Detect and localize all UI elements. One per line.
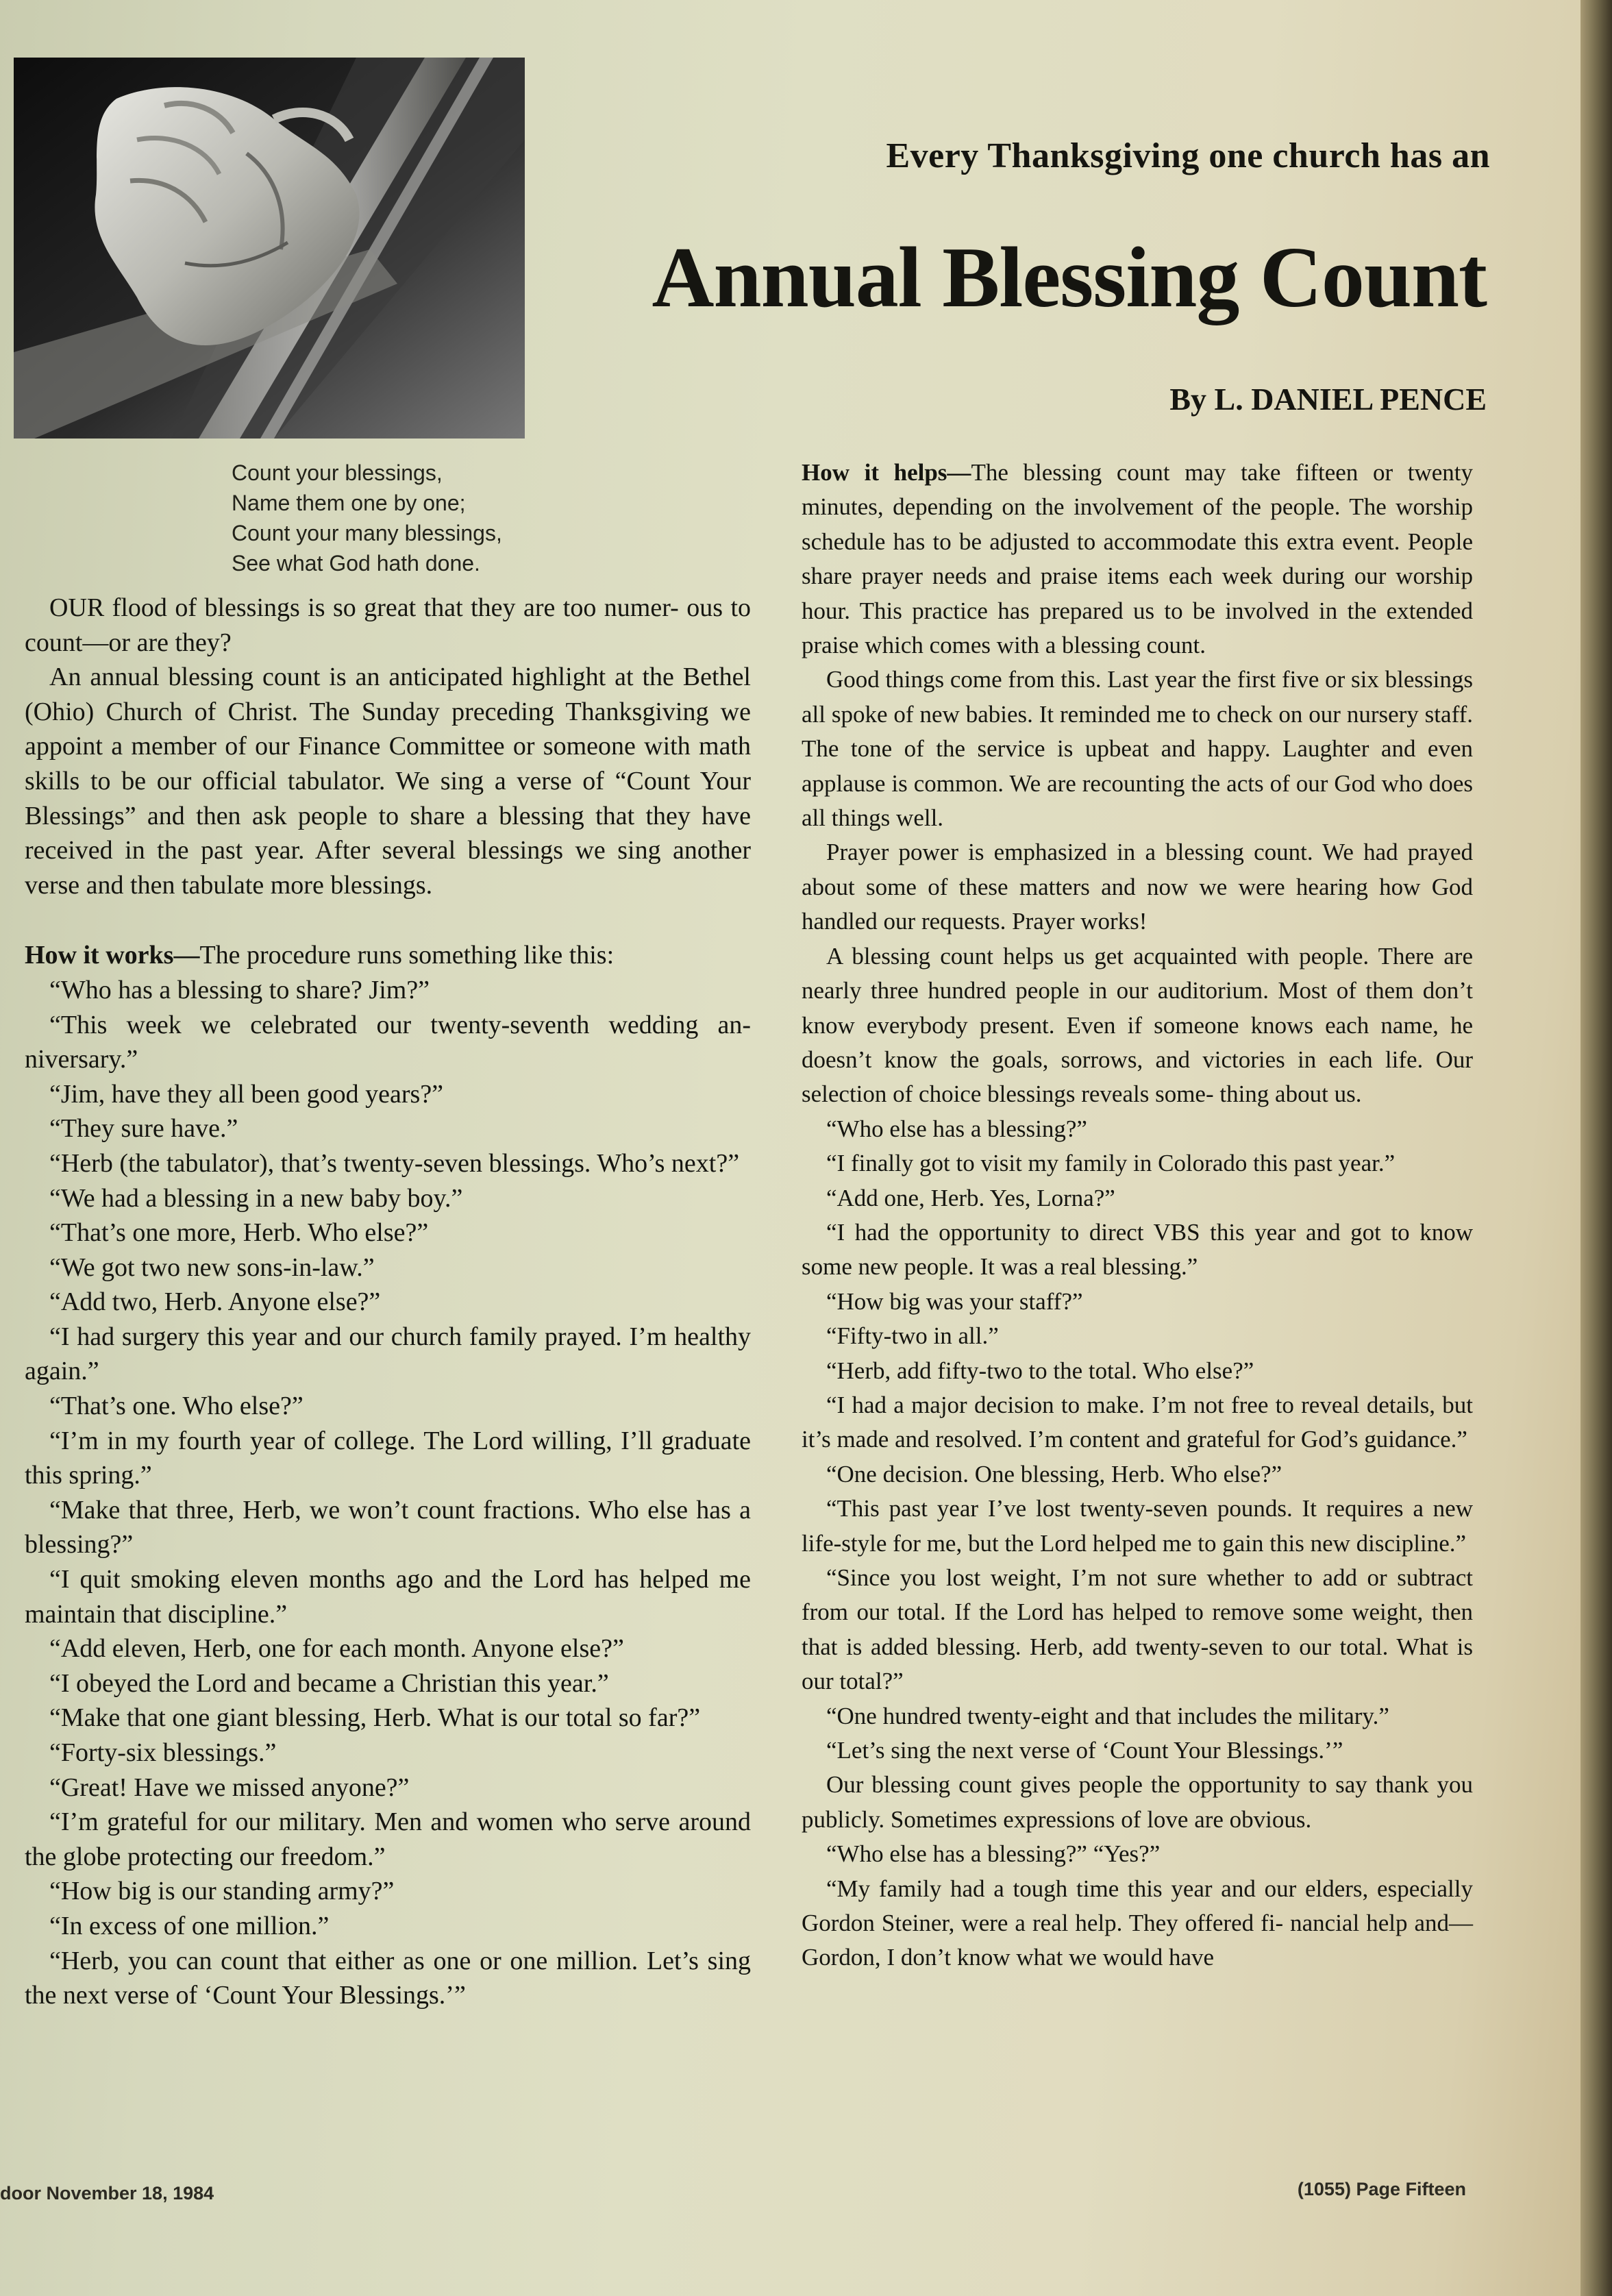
dialogue-line: “I quit smoking eleven months ago and the Lord has helped me maintain that discipline.” <box>25 1565 751 1629</box>
body-paragraph: OUR flood of blessings is so great that they are too numer- ous to count—or are they? <box>25 593 751 657</box>
dialogue-line: “I had surgery this year and our church family prayed. I’m healthy again.” <box>25 1322 751 1386</box>
dialogue-line: “Add one, Herb. Yes, Lorna?” <box>826 1184 1115 1211</box>
footer-page-number: (1055) Page Fifteen <box>1297 2179 1466 2199</box>
dialogue-line: “Make that one giant blessing, Herb. What is our total so far?” <box>49 1703 701 1733</box>
left-column <box>25 591 751 2013</box>
dialogue-line: “Who else has a blessing?” <box>826 1115 1087 1142</box>
subhead-paragraph <box>802 456 1473 663</box>
dialogue-line: “Forty-six blessings.” <box>49 1738 277 1767</box>
how-it-helps-text: The blessing count may take fifteen or twenty minutes, depending on the involvement of the people. The worship schedule has to be adjusted to accommodate this extra event. People share prayer needs and praise items each week during our worship hour. This practice has prepared us to be involved in the extended praise which comes with a blessing count. <box>802 459 1473 659</box>
praying-hands-photo <box>14 58 525 439</box>
body-paragraph: Our blessing count gives people the opportunity to say thank you publicly. Sometimes expressions of love are obvious. <box>802 1771 1473 1833</box>
verse-line: See what God hath done. <box>232 551 480 576</box>
dialogue-line: “Since you lost weight, I’m not sure whether to add or subtract from our total. If the Lord has helped to remove some weight, then that is added blessing. Herb, add twenty-seven to our total. What is our total?” <box>802 1564 1473 1695</box>
dialogue-line: “Herb, add fifty-two to the total. Who else?” <box>826 1357 1254 1384</box>
dialogue-line: “Herb, you can count that either as one or one million. Let’s sing the next verse of ‘Count Your Blessings.’” <box>25 1946 751 2010</box>
page-gutter-shadow <box>1580 0 1612 2296</box>
dialogue-line: “That’s one. Who else?” <box>49 1392 303 1421</box>
dialogue-line: “Jim, have they all been good years?” <box>49 1079 444 1109</box>
dialogue-line: “That’s one more, Herb. Who else?” <box>49 1218 429 1248</box>
subhead-paragraph <box>25 938 751 973</box>
dialogue-line: “One decision. One blessing, Herb. Who else?” <box>826 1460 1282 1488</box>
dialogue-line: “This week we celebrated our twenty-seventh wedding an- niversary.” <box>25 1010 751 1074</box>
dialogue-line: “Add two, Herb. Anyone else?” <box>49 1287 381 1317</box>
how-it-helps-heading: How it helps— <box>802 459 971 486</box>
dialogue-line: “I finally got to visit my family in Colorado this past year.” <box>826 1150 1396 1177</box>
article-kicker: Every Thanksgiving one church has an <box>886 136 1490 175</box>
article-byline: By L. DANIEL PENCE <box>1169 382 1487 417</box>
dialogue-line: “I had a major decision to make. I’m not free to reveal details, but it’s made and resolved. I’m content and grateful for God’s guidance.” <box>802 1391 1473 1453</box>
dialogue-line: “How big was your staff?” <box>826 1287 1083 1315</box>
body-paragraph: An annual blessing count is an anticipated highlight at the Bethel (Ohio) Church of Christ. The Sunday preceding Thanksgiving we appoint a member of our Finance Committee or someone with math skills to be our official tabulator. We sing a verse of “Count Your Blessings” and then ask people to share a blessing that they have received in the past year. After several blessings we sing another verse and then tabulate more blessings. <box>25 663 751 900</box>
body-paragraph: Prayer power is emphasized in a blessing count. We had prayed about some of these matters and now we were hearing how God handled our requests. Prayer works! <box>802 839 1473 935</box>
dialogue-line: “They sure have.” <box>49 1114 238 1144</box>
how-it-works-text: The procedure runs something like this: <box>199 941 615 970</box>
dialogue-line: “In excess of one million.” <box>49 1911 330 1940</box>
hymn-verse <box>232 458 643 578</box>
dialogue-line: “Great! Have we missed anyone?” <box>49 1773 410 1802</box>
dialogue-line: “Herb (the tabulator), that’s twenty-seven blessings. Who’s next?” <box>49 1148 740 1178</box>
verse-line: Count your blessings, <box>232 460 443 485</box>
body-paragraph: A blessing count helps us get acquainted with people. There are nearly three hundred people in our auditorium. Most of them don’t know everybody present. Even if someone knows each name, he doesn’t know the goals, sorrows, and victories in each life. Our selection of choice blessings reveals some- thing about us. <box>802 942 1473 1108</box>
right-column <box>802 456 1473 1975</box>
dialogue-line: “My family had a tough time this year and our elders, especially Gordon Steiner, were a real help. They offered fi- nancial help and—Gordon, I don’t know what we would have <box>802 1875 1473 1971</box>
dialogue-line: “I had the opportunity to direct VBS this year and got to know some new people. It was a real blessing.” <box>802 1218 1473 1281</box>
dialogue-line: “Who else has a blessing?” “Yes?” <box>826 1840 1161 1868</box>
dialogue-line: “We had a blessing in a new baby boy.” <box>49 1183 463 1213</box>
article-title: Annual Blessing Count <box>652 230 1487 325</box>
how-it-works-heading: How it works— <box>25 941 200 970</box>
dialogue-line: “One hundred twenty-eight and that includes the military.” <box>826 1702 1389 1729</box>
verse-line: Name them one by one; <box>232 491 466 515</box>
dialogue-line: “I’m in my fourth year of college. The Lord willing, I’ll graduate this spring.” <box>25 1426 751 1490</box>
dialogue-line: “We got two new sons-in-law.” <box>49 1252 375 1282</box>
dialogue-line: “Fifty-two in all.” <box>826 1322 999 1350</box>
dialogue-line: “Add eleven, Herb, one for each month. Anyone else?” <box>49 1634 624 1664</box>
verse-line: Count your many blessings, <box>232 521 502 545</box>
dialogue-line: “Who has a blessing to share? Jim?” <box>49 975 430 1004</box>
praying-hands-illustration <box>14 58 525 439</box>
body-paragraph: Good things come from this. Last year the first five or six blessings all spoke of new babies. It reminded me to check on our nursery staff. The tone of the service is upbeat and happy. Laughter and even applause is common. We are recounting the acts of our God who does all things well. <box>802 666 1473 832</box>
dialogue-line: “I’m grateful for our military. Men and women who serve around the globe protecting our freedom.” <box>25 1807 751 1871</box>
dialogue-line: “Make that three, Herb, we won’t count fractions. Who else has a blessing?” <box>25 1495 751 1559</box>
dialogue-line: “I obeyed the Lord and became a Christian this year.” <box>49 1668 609 1698</box>
dialogue-line: “How big is our standing army?” <box>49 1877 395 1906</box>
dialogue-line: “This past year I’ve lost twenty-seven pounds. It requires a new life-style for me, but the Lord helped me to gain this new discipline.” <box>802 1495 1473 1557</box>
footer-issue-date: door November 18, 1984 <box>0 2183 214 2204</box>
dialogue-line: “Let’s sing the next verse of ‘Count Your Blessings.’” <box>826 1737 1343 1764</box>
